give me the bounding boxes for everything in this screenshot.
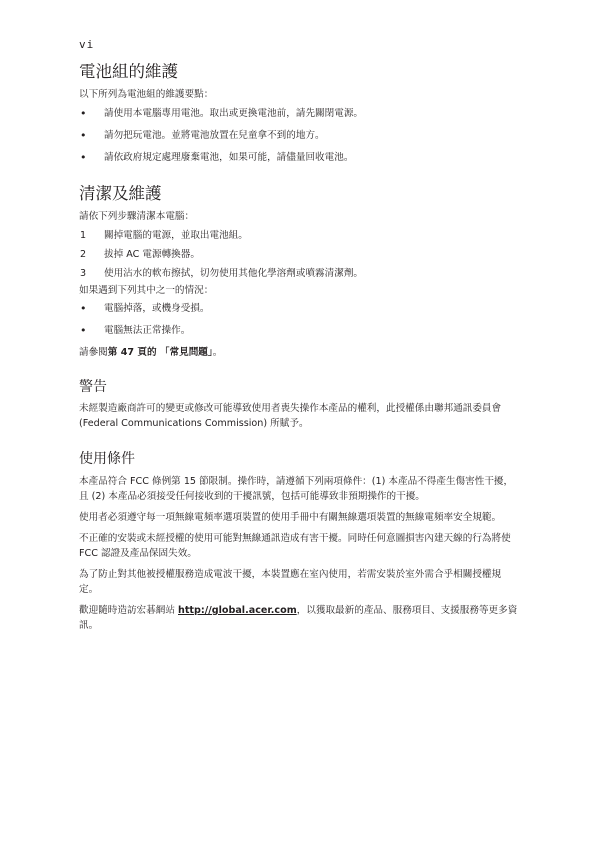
warning-heading: 警告 <box>79 379 107 395</box>
battery-intro: 以下所列為電池組的維護要點： <box>79 89 214 100</box>
list-item: • 請勿把玩電池。並將電池放置在兒童拿不到的地方。 <box>80 129 325 142</box>
bullet-icon: • <box>80 129 87 142</box>
list-item: • 請依政府規定處理廢棄電池，如果可能，請儘量回收電池。 <box>80 151 354 164</box>
battery-section <box>79 62 519 165</box>
list-item: • 電腦掉落，或機身受損。 <box>80 302 210 315</box>
warning-section <box>79 377 519 431</box>
faq-reference: 請參閱第 47 頁的 「常見問題」。 <box>79 347 223 358</box>
list-item: • 請使用本電腦專用電池。取出或更換電池前，請先關閉電源。 <box>80 107 364 120</box>
faq-reference-link[interactable]: 第 47 頁的 「常見問題」 <box>107 347 213 358</box>
bullet-icon: • <box>80 302 87 315</box>
list-item: • 電腦無法正常操作。 <box>80 324 191 337</box>
bullet-icon: • <box>80 324 87 337</box>
bullet-icon: • <box>80 151 87 164</box>
step-number: 3 <box>80 268 87 279</box>
website-paragraph: 歡迎隨時造訪宏碁網站 http://global.acer.com，以獲取最新的產品、服務項目、支援服務等更多資訊。 <box>79 605 518 631</box>
step-number: 1 <box>80 230 87 241</box>
paragraph: 為了防止對其他被授權服務造成電波干擾，本裝置應在室內使用，若需安裝於室外需合乎相關授權規定。 <box>79 569 502 595</box>
list-item: 1 關掉電腦的電源，並取出電池組。 <box>80 230 248 241</box>
conditions-of-use-section <box>79 449 519 633</box>
paragraph: 不正確的安裝或未經授權的使用可能對無線通訊造成有害干擾。同時任何意圖損害內建天線的行為將使 FCC 認證及產品保固失效。 <box>79 533 511 559</box>
cleaning-section <box>79 184 519 360</box>
battery-heading: 電池組的維護 <box>79 62 178 81</box>
acer-website-link[interactable]: http://global.acer.com <box>178 605 297 616</box>
cleaning-heading: 清潔及維護 <box>79 184 162 203</box>
document-body <box>79 62 519 633</box>
cleaning-intro: 請依下列步驟清潔本電腦： <box>79 211 195 222</box>
paragraph: 本產品符合 FCC 條例第 15 節限制。操作時，請遵循下列兩項條件：(1) 本產品不得產生傷害性干擾，且 (2) 本產品必須接受任何接收到的干擾訊號，包括可能導致非預期操作的干擾。 <box>79 476 514 502</box>
list-item: 3 使用沾水的軟布擦拭，切勿使用其他化學溶劑或噴霧清潔劑。 <box>80 268 364 279</box>
step-number: 2 <box>80 249 87 260</box>
list-item: 2 拔掉 AC 電源轉換器。 <box>80 249 200 260</box>
paragraph: 使用者必須遵守每一項無線電頻率選項裝置的使用手冊中有關無線選項裝置的無線電頻率安全規範。 <box>79 512 502 523</box>
page-number: vi <box>79 38 95 51</box>
conditions-intro: 如果遇到下列其中之一的情況： <box>79 285 214 296</box>
conditions-of-use-heading: 使用條件 <box>79 451 135 467</box>
bullet-icon: • <box>80 107 87 120</box>
warning-text: 未經製造廠商許可的變更或修改可能導致使用者喪失操作本產品的權利，此授權係由聯邦通訊委員會 (Federal Communications Commission) 所賦予。 <box>79 403 502 429</box>
